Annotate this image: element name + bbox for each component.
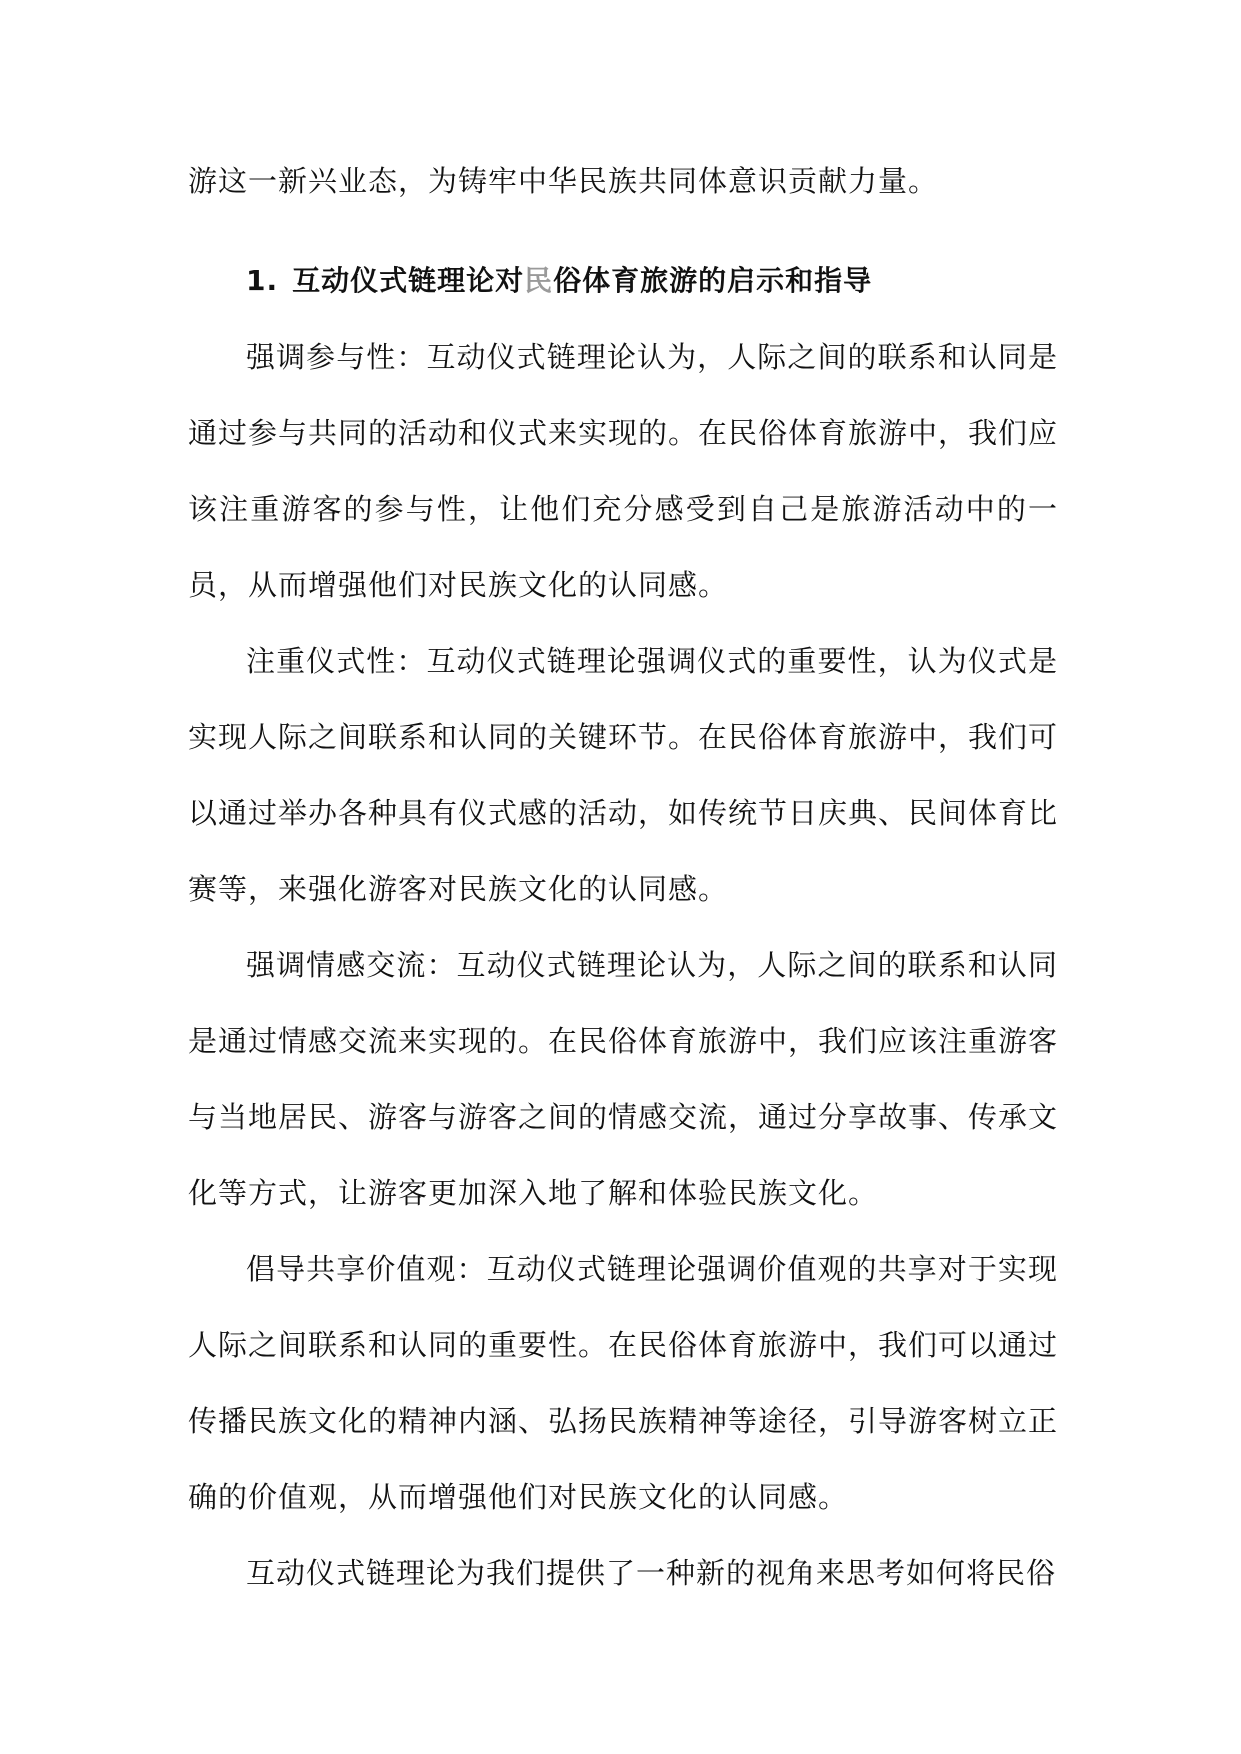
paragraph-conclusion: 互动仪式链理论为我们提供了一种新的视角来思考如何将民俗: [246, 1556, 1057, 1590]
section-heading: [188, 243, 1058, 319]
paragraph-ritual: 注重仪式性：互动仪式链理论强调仪式的重要性，认为仪式是实现人际之间联系和认同的关键环节。在民俗体育旅游中，我们可以通过举办各种具有仪式感的活动，如传统节日庆典、民间体育比赛等，来强化游客对民族文化的认同感。: [188, 644, 1059, 906]
document-body: [188, 143, 1058, 1611]
heading-text-faded-char: 民: [524, 264, 554, 297]
heading-text-part-1: 互动仪式链理论对: [292, 264, 525, 297]
heading-text-part-2: 俗体育旅游的启示和指导: [553, 264, 873, 297]
paragraph-shared-values: 倡导共享价值观：互动仪式链理论强调价值观的共享对于实现人际之间联系和认同的重要性。在民俗体育旅游中，我们可以通过传播民族文化的精神内涵、弘扬民族精神等途径，引导游客树立正确的价值观，从而增强他们对民族文化的认同感。: [188, 1252, 1059, 1514]
paragraph-participation: 强调参与性：互动仪式链理论认为，人际之间的联系和认同是通过参与共同的活动和仪式来实现的。在民俗体育旅游中，我们应该注重游客的参与性，让他们充分感受到自己是旅游活动中的一员，从而增强他们对民族文化的认同感。: [188, 340, 1059, 602]
continuation-paragraph: 游这一新兴业态，为铸牢中华民族共同体意识贡献力量。: [188, 164, 939, 198]
paragraph-emotional-exchange: 强调情感交流：互动仪式链理论认为，人际之间的联系和认同是通过情感交流来实现的。在民俗体育旅游中，我们应该注重游客与当地居民、游客与游客之间的情感交流，通过分享故事、传承文化等方式，让游客更加深入地了解和体验民族文化。: [188, 948, 1059, 1210]
section-number: 1.: [246, 264, 279, 297]
